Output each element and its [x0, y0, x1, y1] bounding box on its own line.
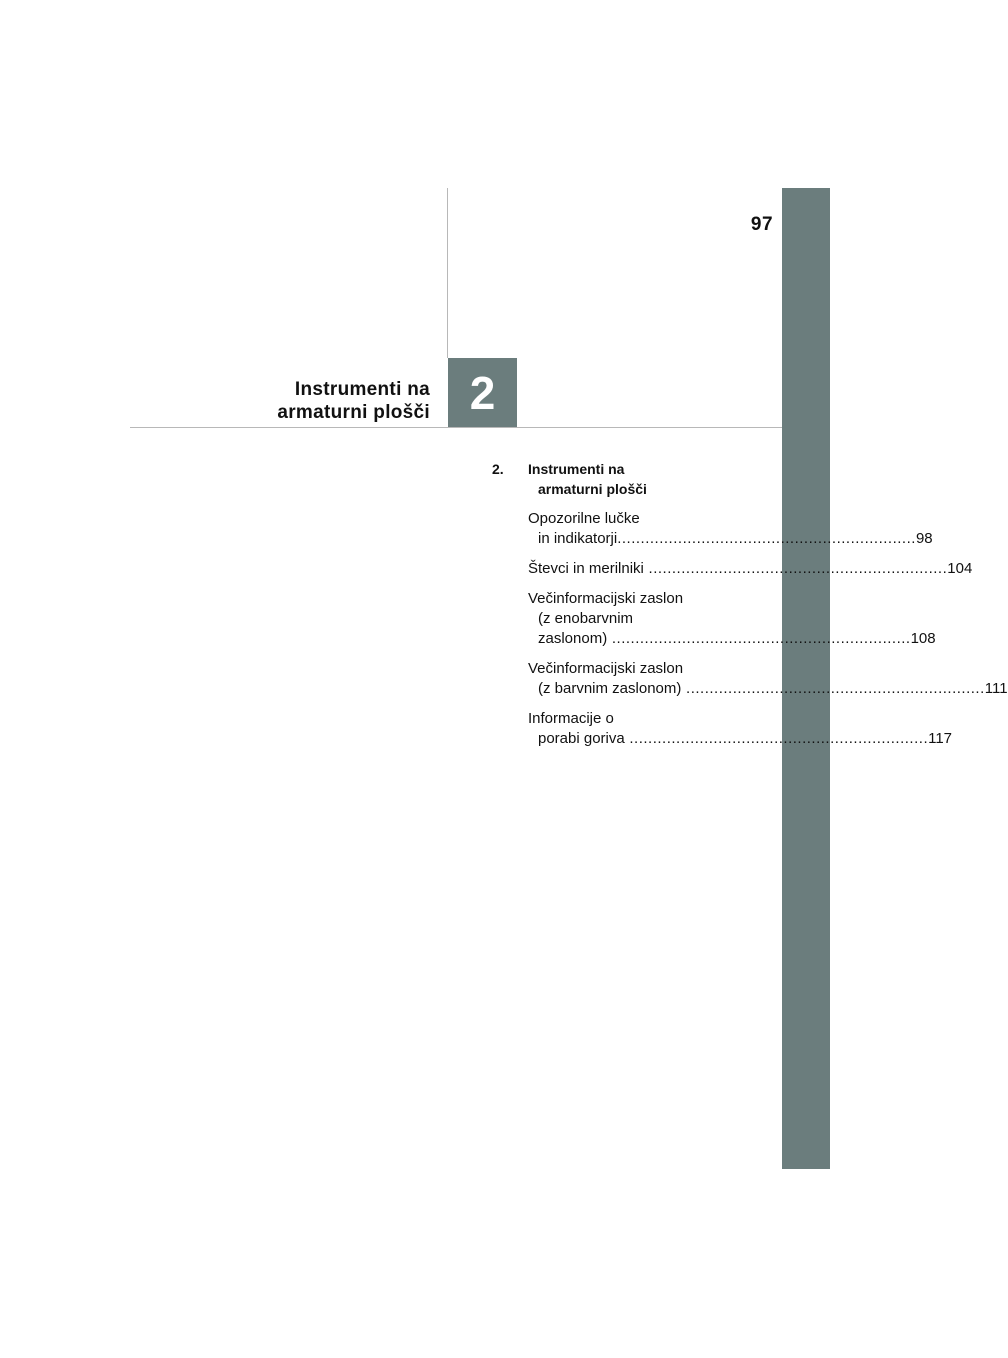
- toc-entry-line: in indikatorji: [538, 530, 618, 547]
- toc-entry-last-line: [528, 729, 953, 749]
- toc-entry-line: porabi goriva: [538, 730, 625, 747]
- toc-entry-line: zaslonom): [538, 630, 608, 647]
- vertical-divider: [447, 188, 448, 358]
- horizontal-divider: [130, 427, 782, 428]
- dot-leader: ................................................................: [624, 730, 929, 747]
- toc-entry[interactable]: [528, 559, 973, 579]
- toc-section-title-line: armaturni plošči: [538, 481, 647, 497]
- toc-entry-last-line: [528, 529, 933, 549]
- toc-entry-line: Števci in merilniki: [528, 560, 644, 577]
- page-number: 97: [750, 214, 774, 235]
- chapter-title: [277, 378, 430, 424]
- toc-entry-line: Opozorilne lučke: [528, 510, 640, 527]
- dot-leader: ................................................................: [643, 560, 948, 577]
- toc-entry-page: 108: [910, 630, 936, 647]
- toc-entry-page: 98: [915, 530, 933, 547]
- toc-entry-last-line: [528, 629, 936, 649]
- toc-entry-line: (z enobarvnim: [538, 610, 634, 627]
- toc-entry-page: 111: [984, 680, 1008, 697]
- toc-entry-page: 104: [947, 560, 973, 577]
- toc-entry[interactable]: [528, 589, 936, 649]
- toc-section-number: 2.: [492, 461, 504, 477]
- dot-leader: ................................................................: [607, 630, 911, 647]
- toc-section-title-line: Instrumenti na: [528, 461, 625, 477]
- toc-entry[interactable]: [528, 709, 953, 749]
- toc-entry-page: 117: [928, 730, 953, 747]
- toc-entry-line: Večinformacijski zaslon: [528, 590, 684, 607]
- toc-entry[interactable]: [528, 509, 933, 549]
- table-of-contents: [492, 459, 1008, 759]
- toc-entry[interactable]: [528, 659, 1008, 699]
- toc-section-heading: [492, 459, 742, 499]
- toc-entry-last-line: [528, 559, 973, 579]
- toc-entry-line: Informacije o: [528, 710, 614, 727]
- dot-leader: ................................................................: [617, 530, 916, 547]
- toc-entry-line: (z barvnim zaslonom): [538, 680, 682, 697]
- dot-leader: ................................................................: [681, 680, 985, 697]
- toc-entry-last-line: [528, 679, 1008, 699]
- chapter-title-line: Instrumenti na: [294, 379, 430, 400]
- chapter-title-line: armaturni plošči: [277, 402, 430, 423]
- toc-entry-line: Večinformacijski zaslon: [528, 660, 684, 677]
- chapter-number-box: 2: [448, 358, 517, 427]
- toc-section-title: [528, 459, 647, 499]
